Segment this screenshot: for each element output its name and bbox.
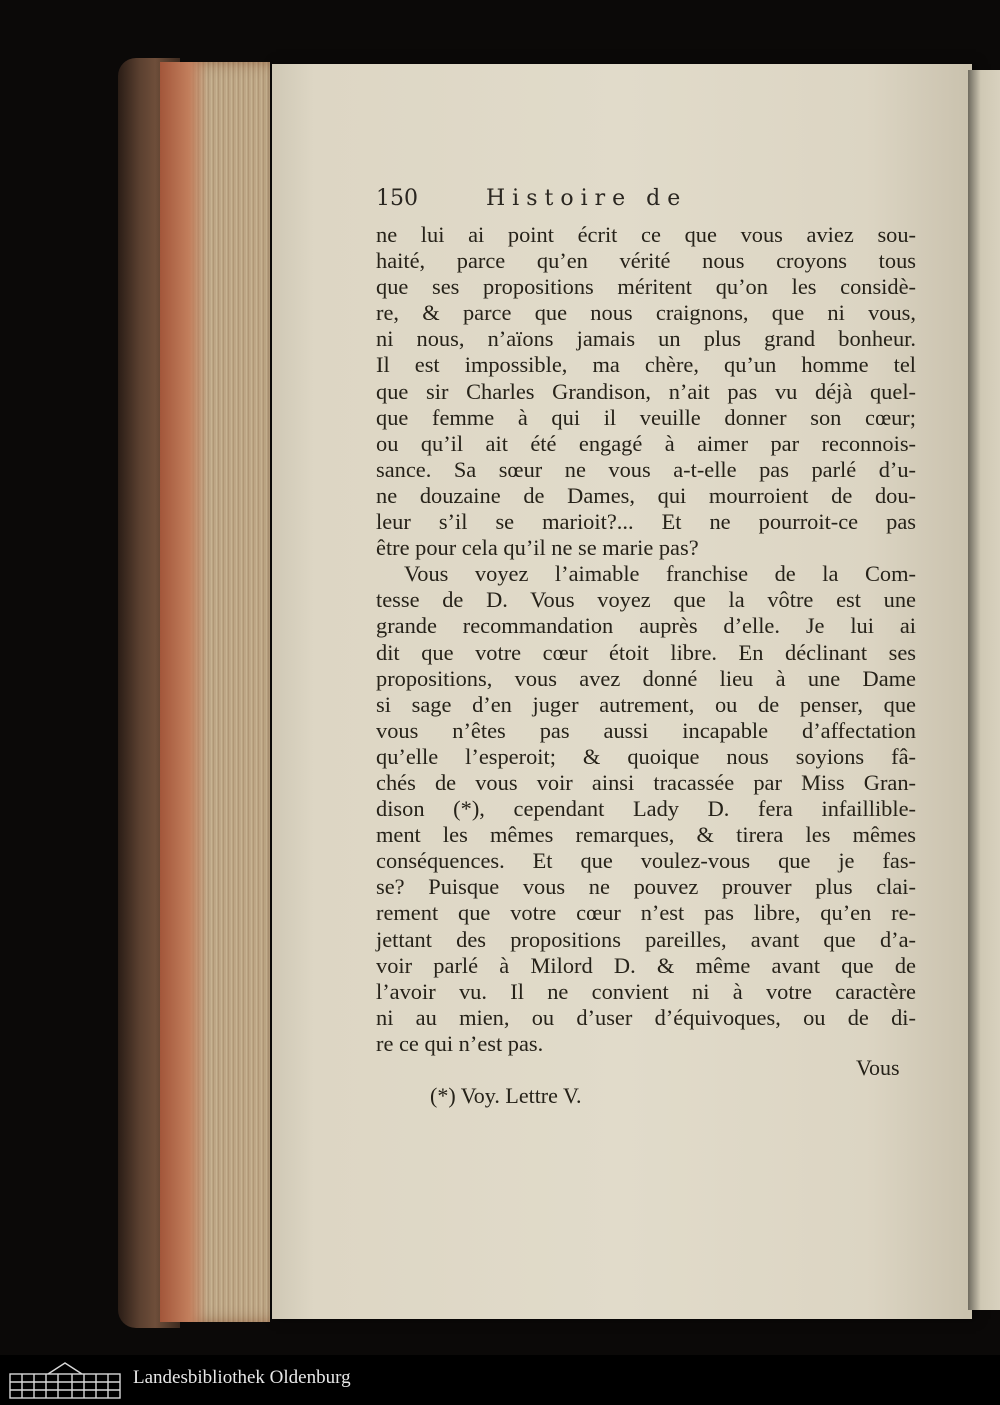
text-line: dison (*), cependant Lady D. fera infaillible- — [376, 796, 916, 822]
text-line: dit que votre cœur étoit libre. En déclinant ses — [376, 639, 916, 665]
page-header — [376, 186, 916, 220]
text-line: ou qu’il ait été engagé à aimer par reconnois- — [376, 430, 916, 456]
text-line: ne lui ai point écrit ce que vous aviez sou- — [376, 222, 916, 247]
footnote: (*) Voy. Lettre V. — [430, 1083, 582, 1108]
catchword: Vous — [856, 1055, 900, 1080]
text-line: haité, parce qu’en vérité nous croyons tous — [376, 248, 916, 274]
text-line: être pour cela qu’il ne se marie pas? — [376, 535, 699, 561]
text-line: que ses propositions méritent qu’on les considè- — [376, 274, 916, 300]
text-line: ni au mien, ou d’user d’équivoques, ou de di- — [376, 1004, 916, 1030]
text-line: tesse de D. Vous voyez que la vôtre est une — [376, 587, 916, 613]
text-line: ne douzaine de Dames, qui mourroient de dou- — [376, 482, 916, 508]
text-line: voir parlé à Milord D. & même avant que de — [376, 952, 916, 978]
page-number: 150 — [376, 186, 418, 211]
facing-page-edge — [968, 70, 1000, 1310]
text-line: re, & parce que nous craignons, que ni vous, — [376, 300, 916, 326]
text-line: ment les mêmes remarques, & tirera les mêmes — [376, 822, 916, 848]
page-body-text — [376, 222, 916, 1057]
text-line: se? Puisque vous ne pouvez prouver plus clai- — [376, 874, 916, 900]
text-line: vous n’êtes pas aussi incapable d’affectation — [376, 717, 916, 743]
text-line: que sir Charles Grandison, n’ait pas vu déjà quel- — [376, 378, 916, 404]
text-line: re ce qui n’est pas. — [376, 1030, 544, 1056]
text-line: que femme à qui il veuille donner son cœur; — [376, 404, 916, 430]
text-line: qu’elle l’esperoit; & quoique nous soyions fâ- — [376, 743, 916, 769]
text-line: sance. Sa sœur ne vous a-t-elle pas parlé d’u- — [376, 456, 916, 482]
text-line: ni nous, n’aïons jamais un plus grand bonheur. — [376, 326, 916, 352]
text-line: propositions, vous avez donné lieu à une Dame — [376, 665, 916, 691]
text-line: leur s’il se marioit?... Et ne pourroit-ce pas — [376, 509, 916, 535]
text-line: Vous voyez l’aimable franchise de la Com- — [404, 561, 916, 587]
running-head: Histoire de — [486, 186, 688, 211]
text-line: jettant des propositions pareilles, avant que d’a- — [376, 926, 916, 952]
text-line: grande recommandation auprès d’elle. Je lui ai — [376, 613, 916, 639]
library-footer-bar — [0, 1355, 1000, 1405]
library-building-logo-icon — [8, 1360, 122, 1400]
library-name: Landesbibliothek Oldenburg — [133, 1367, 351, 1388]
page-edges — [160, 62, 270, 1322]
text-line: Il est impossible, ma chère, qu’un homme tel — [376, 352, 916, 378]
text-line: l’avoir vu. Il ne convient ni à votre caractère — [376, 978, 916, 1004]
text-line: si sage d’en juger autrement, ou de penser, que — [376, 691, 916, 717]
text-line: rement que votre cœur n’est pas libre, qu’en re- — [376, 900, 916, 926]
text-line: chés de vous voir ainsi tracassée par Miss Gran- — [376, 769, 916, 795]
text-line: conséquences. Et que voulez-vous que je fas- — [376, 848, 916, 874]
